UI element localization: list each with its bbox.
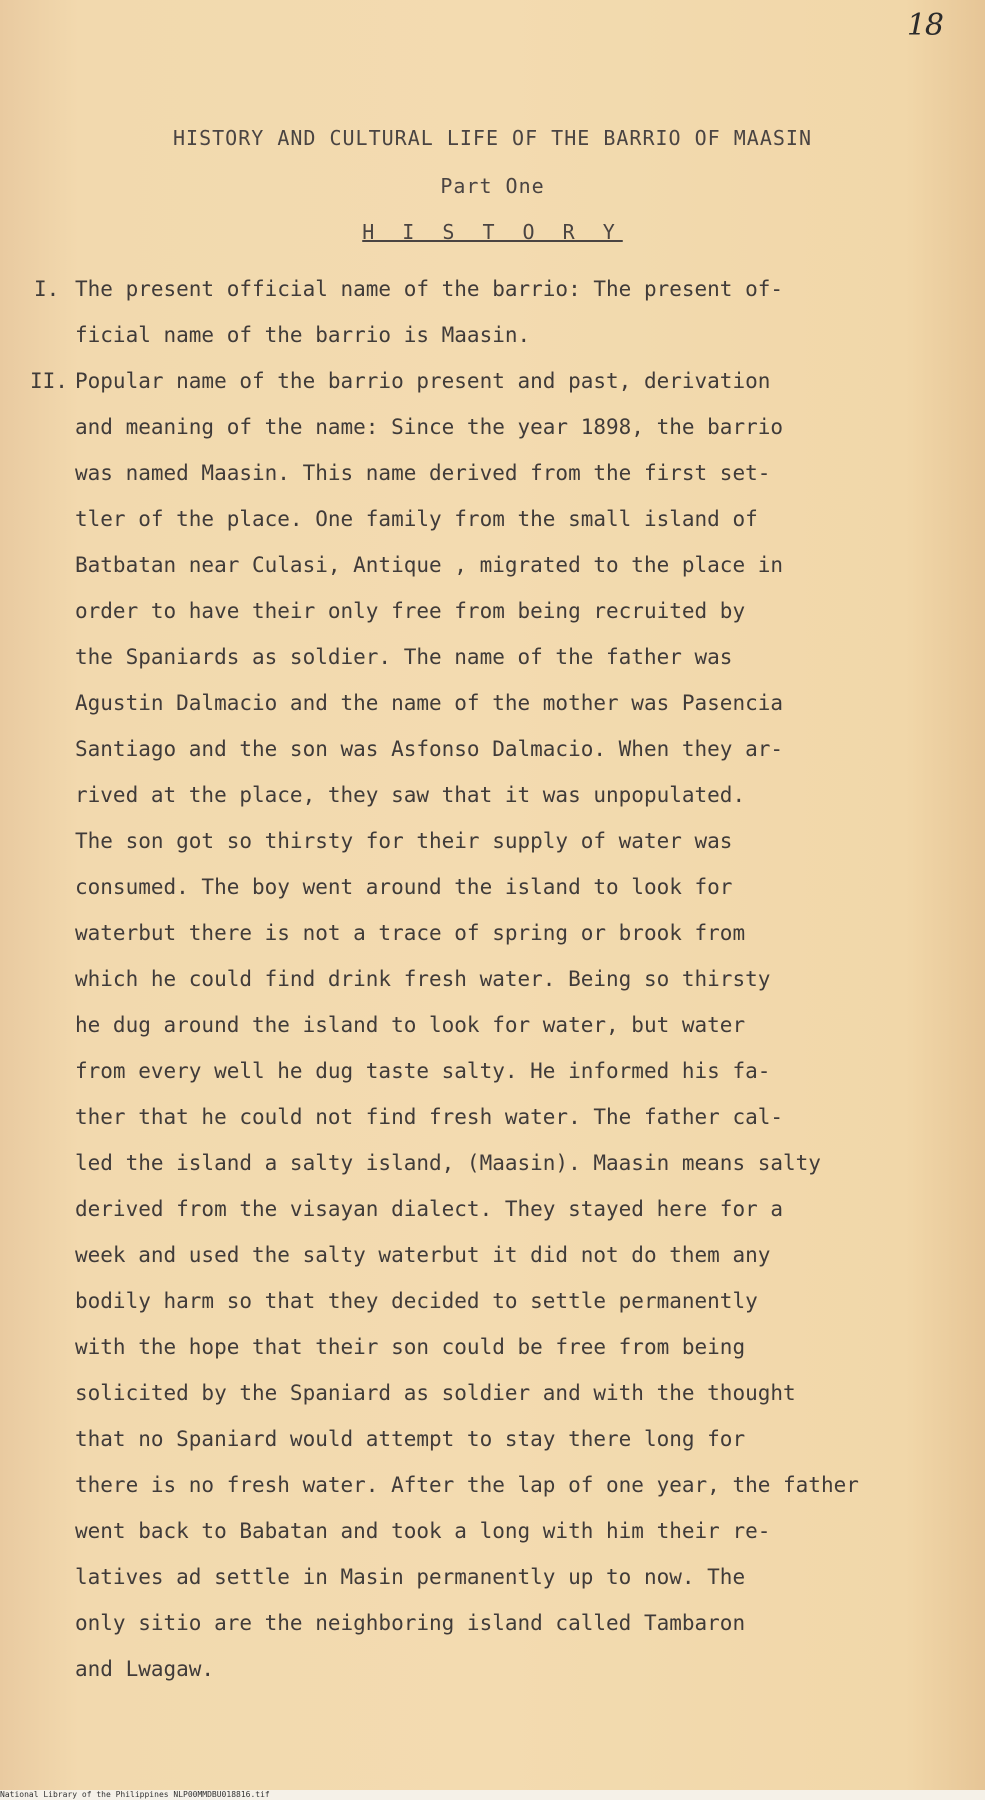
item-2-line: and Lwagaw. <box>75 1657 215 1681</box>
item-2-line: Popular name of the barrio present and past, derivation <box>75 369 771 393</box>
document-title: HISTORY AND CULTURAL LIFE OF THE BARRIO OF MAASIN <box>172 126 812 150</box>
item-2-line: latives ad settle in Masin permanently up to now. The <box>75 1565 746 1589</box>
item-2-line: bodily harm so that they decided to settle permanently <box>75 1289 758 1313</box>
item-2-line: only sitio are the neighboring island called Tambaron <box>75 1611 746 1635</box>
item-2-line: derived from the visayan dialect. They stayed here for a <box>75 1197 784 1221</box>
item-2-line: consumed. The boy went around the island to look for <box>75 875 733 899</box>
item-2-line: which he could find drink fresh water. Being so thirsty <box>75 967 771 991</box>
item-marker-1: I. <box>34 277 60 301</box>
item-2-line: rived at the place, they saw that it was unpopulated. <box>75 783 746 807</box>
section-heading: H I S T O R Y <box>362 220 623 244</box>
item-2-line: waterbut there is not a trace of spring or brook from <box>75 921 746 945</box>
item-1-line: ficial name of the barrio is Maasin. <box>75 323 531 347</box>
item-2-line: ther that he could not find fresh water. The father cal- <box>75 1105 784 1129</box>
item-2-line: the Spaniards as soldier. The name of the father was <box>75 645 733 669</box>
item-2-line: he dug around the island to look for water, but water <box>75 1013 746 1037</box>
item-2-line: Agustin Dalmacio and the name of the mother was Pasencia <box>75 691 784 715</box>
item-2-line: was named Maasin. This name derived from the first set- <box>75 461 771 485</box>
archive-footer-text: National Library of the Philippines NLP00MMDBU018816.tif <box>0 1790 270 1799</box>
item-2-line: with the hope that their son could be free from being <box>75 1335 746 1359</box>
item-marker-2: II. <box>30 369 68 393</box>
item-2-line: tler of the place. One family from the small island of <box>75 507 758 531</box>
item-2-line: order to have their only free from being recruited by <box>75 599 746 623</box>
archive-footer <box>0 1790 985 1800</box>
part-heading: Part One <box>440 174 545 198</box>
item-2-line: Batbatan near Culasi, Antique , migrated to the place in <box>75 553 784 577</box>
page-number: 18 <box>906 8 943 43</box>
item-2-line: there is no fresh water. After the lap of one year, the father <box>75 1473 859 1497</box>
item-2-line: Santiago and the son was Asfonso Dalmacio. When they ar- <box>75 737 784 761</box>
item-2-line: and meaning of the name: Since the year 1898, the barrio <box>75 415 784 439</box>
item-2-line: from every well he dug taste salty. He informed his fa- <box>75 1059 771 1083</box>
item-2-line: went back to Babatan and took a long with him their re- <box>75 1519 771 1543</box>
item-2-line: week and used the salty waterbut it did not do them any <box>75 1243 771 1267</box>
item-2-line: led the island a salty island, (Maasin). Maasin means salty <box>75 1151 821 1175</box>
item-2-line: solicited by the Spaniard as soldier and with the thought <box>75 1381 796 1405</box>
item-2-line: The son got so thirsty for their supply of water was <box>75 829 733 853</box>
item-1-line: The present official name of the barrio: The present of- <box>75 277 784 301</box>
item-2-line: that no Spaniard would attempt to stay there long for <box>75 1427 746 1451</box>
